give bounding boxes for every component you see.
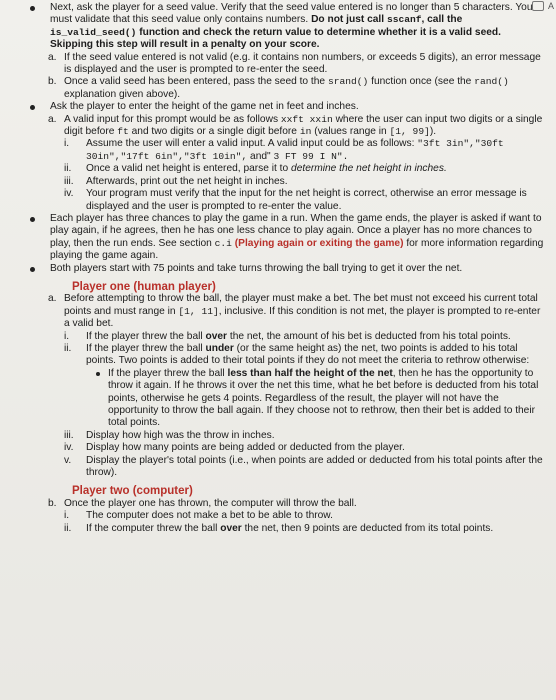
seed-warning: Do not just call sscanf, call the is_valid_seed() function and check the return value to determine whether it is a valid seed. Skipping this step will result in a penalty on your score.	[50, 14, 501, 51]
corner-label: A	[547, 1, 554, 11]
player-two-item-b: b. Once the player one has thrown, the computer will throw the ball.	[48, 497, 357, 509]
bullet-dot	[30, 6, 35, 11]
seed-intro: Next, ask the player for a seed value. Verify that the seed value entered is no longer than 5 characters. You must validate that this seed value only contains numbers.	[50, 2, 533, 26]
player-one-item-a: a. Before attempting to throw the ball, the player must make a bet. The bet must not exceed his current total points and must range in [1, 11], inclusive. If this condition is not met, the player is prompted to re-enter a valid bet.	[48, 293, 541, 330]
player-two-item-i: i. The computer does not make a bet to be able to throw.	[64, 510, 333, 522]
height-item-iv: iv. Your program must verify that the input for the net height is correct, otherwise an error message is displayed and the user is prompted to re-enter the value.	[64, 188, 527, 212]
player-one-item-v: v. Display the player's total points (i.e., when points are added or deducted from his total points after the throw).	[64, 454, 543, 479]
height-item-ii: ii. Once a valid net height is entered, parse it to determine the net height in inches.	[64, 163, 447, 175]
seed-item-a: a. If the seed value entered is not valid (e.g. it contains non numbers, or exceeds 5 digits), an error message is displayed and the user is prompted to re-enter the seed.	[48, 51, 541, 76]
player-one-item-i: i. If the player threw the ball over the net, the amount of his bet is deducted from his total points.	[64, 330, 511, 342]
section-reference: (Playing again or exiting the game)	[234, 237, 404, 249]
bullet-points: Both players start with 75 points and take turns throwing the ball trying to get it over the net.	[20, 263, 546, 275]
bullet-dot	[30, 267, 35, 272]
bullet-dot	[30, 105, 35, 110]
height-item-a: a. A valid input for this prompt would be as follows xxft xxin where the user can input two digits or a single digit before ft and two digits or a single digit before in (values range in [1, 99]).	[48, 113, 543, 138]
seed-item-b: b. Once a valid seed has been entered, pass the seed to the srand() function once (see the rand() explanation given above).	[48, 76, 509, 100]
bullet-height: Ask the player to enter the height of the game net in feet and inches.	[20, 101, 546, 113]
height-item-i: i. Assume the user will enter a valid input. A valid input could be as follows: "3ft 3in","30ft 30in","17ft 6in","3ft 10in", and" 3 FT 99 I N".	[64, 138, 504, 162]
bullet-dot	[96, 372, 100, 376]
assignment-text	[20, 2, 546, 535]
player-one-item-iii: iii. Display how high was the throw in inches.	[64, 429, 275, 441]
player-two-heading: Player two (computer)	[72, 485, 193, 498]
player-one-item-ii: ii. If the player threw the ball under (or the same height as) the net, two points is added to his total points. Two points is added to their total points if they do not meet the criteria to rethrow otherwise:	[64, 342, 530, 367]
player-one-item-iv: iv. Display how many points are being added or deducted from the player.	[64, 442, 405, 454]
bullet-seed	[20, 2, 546, 52]
bullet-dot	[30, 217, 35, 222]
bullet-chances: Each player has three chances to play the game in a run. When the game ends, the player is asked if want to play again, if he agrees, then he has one less chance to play again. Once a player has no more chances to play, then the run ends. See section c.i (Playing again or exiting the game) for more information regarding playing the game again.	[20, 213, 546, 263]
player-one-heading: Player one (human player)	[72, 280, 216, 293]
player-two-item-ii: ii. If the computer threw the ball over the net, then 9 points are deducted from its total points.	[64, 522, 494, 534]
height-item-iii: iii. Afterwards, print out the net height in inches.	[64, 175, 288, 187]
player-one-rethrow-bullet: If the player threw the ball less than half the height of the net, then he has the opportunity to throw it again. If he throws it over the net this time, what he bet before is deducted from his total points, otherwise he gets 4 points. Regardless of the result, the player will not have the opportunity to throw the ball again. If they choose not to rethrow, then their bet is added to their total points.	[20, 368, 546, 430]
